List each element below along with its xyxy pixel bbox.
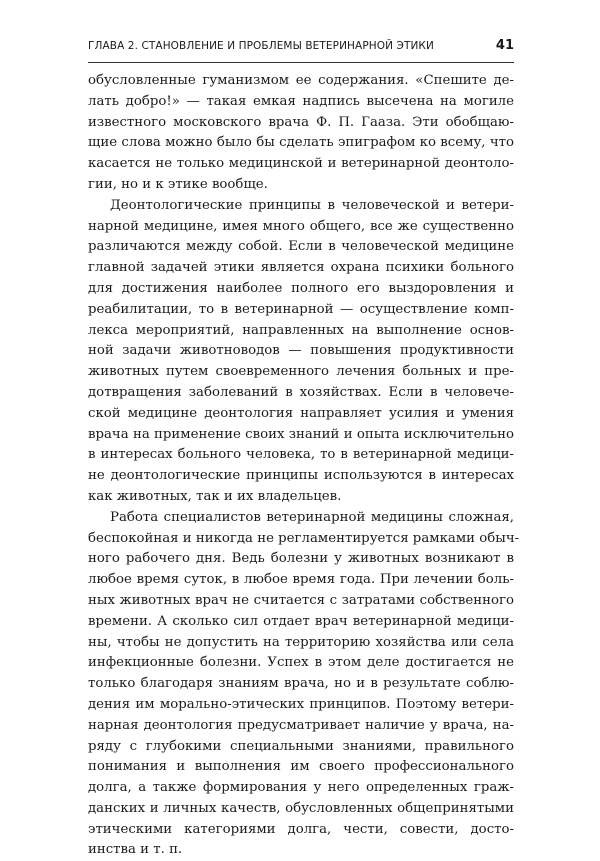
- text-line: ного рабочего дня. Ведь болезни у животных возникают в: [88, 551, 514, 567]
- text-line: времени. А сколько сил отдает врач ветеринарной медици-: [88, 613, 514, 629]
- text-line: главной задачей этики является охрана психики больного: [88, 260, 514, 276]
- text-line: касается не только медицинской и ветеринарной деонтоло-: [88, 156, 514, 172]
- text-line: дотвращения заболеваний в хозяйствах. Если в человече-: [88, 384, 514, 400]
- body-text: [88, 71, 520, 861]
- text-line: лекса мероприятий, направленных на выполнение основ-: [88, 322, 514, 338]
- paragraph-3: [88, 508, 520, 861]
- text-line: любое время суток, в любое время года. При лечении боль-: [88, 572, 514, 588]
- text-line: понимания и выполнения им своего профессионального: [88, 759, 514, 775]
- text-line: только благодаря знаниям врача, но и в результате соблю-: [88, 676, 514, 692]
- paragraph-2: [88, 196, 514, 508]
- text-line: как животных, так и их владельцев.: [88, 488, 342, 504]
- text-line: этическими категориями долга, чести, совести, досто-: [88, 821, 514, 837]
- text-line: ных животных врач не считается с затратами собственного: [88, 592, 514, 608]
- text-line: нарной медицине, имея много общего, все же существенно: [88, 218, 514, 234]
- text-line: обусловленные гуманизмом ее содержания. «Спешите де-: [88, 73, 514, 88]
- text-line: щие слова можно было бы сделать эпиграфом ко всему, что: [88, 135, 514, 151]
- text-line: лать добро!» — такая емкая надпись высечена на могиле: [88, 93, 514, 109]
- text-line: реабилитации, то в ветеринарной — осуществление комп-: [88, 301, 514, 317]
- text-line: Деонтологические принципы в человеческой и ветери-: [110, 197, 514, 213]
- text-line: Работа специалистов ветеринарной медицины сложная,: [110, 509, 514, 525]
- paragraph-1: [88, 71, 514, 196]
- text-line: дения им морально-этических принципов. Поэтому ветери-: [88, 696, 514, 712]
- text-line: инства и т. п.: [88, 842, 183, 858]
- text-line: врача на применение своих знаний и опыта исключительно: [88, 426, 514, 442]
- text-line: ской медицине деонтология направляет усилия и умения: [88, 405, 514, 421]
- text-line: беспокойная и никогда не регламентируется рамками обыч-: [88, 530, 520, 546]
- text-line: гии, но и к этике вообще.: [88, 176, 268, 192]
- text-line: данских и личных качеств, обусловленных общепринятыми: [88, 800, 514, 816]
- text-line: ной задачи животноводов — повышения продуктивности: [88, 343, 514, 359]
- text-line: ряду с глубокими специальными знаниями, правильного: [88, 738, 514, 754]
- page-number: 41: [495, 38, 514, 53]
- text-line: инфекционные болезни. Успех в этом деле достигается не: [88, 655, 514, 671]
- text-line: в интересах больного человека, то в ветеринарной медици-: [88, 447, 514, 463]
- text-line: долга, а также формирования у него определенных граж-: [88, 780, 514, 796]
- text-line: нарная деонтология предусматривает наличие у врача, на-: [88, 717, 514, 733]
- text-line: животных путем своевременного лечения больных и пре-: [88, 364, 514, 380]
- text-line: ны, чтобы не допустить на территорию хозяйства или села: [88, 634, 514, 650]
- text-line: для достижения наиболее полного его выздоровления и: [88, 280, 514, 296]
- header-rule: [88, 62, 514, 63]
- text-line: известного московского врача Ф. П. Гааза. Эти обобщаю-: [88, 114, 514, 130]
- running-head: ГЛАВА 2. СТАНОВЛЕНИЕ И ПРОБЛЕМЫ ВЕТЕРИНАРНОЙ ЭТИКИ: [88, 40, 434, 52]
- text-line: не деонтологические принципы используются в интересах: [88, 468, 514, 484]
- text-line: различаются между собой. Если в человеческой медицине: [88, 239, 514, 255]
